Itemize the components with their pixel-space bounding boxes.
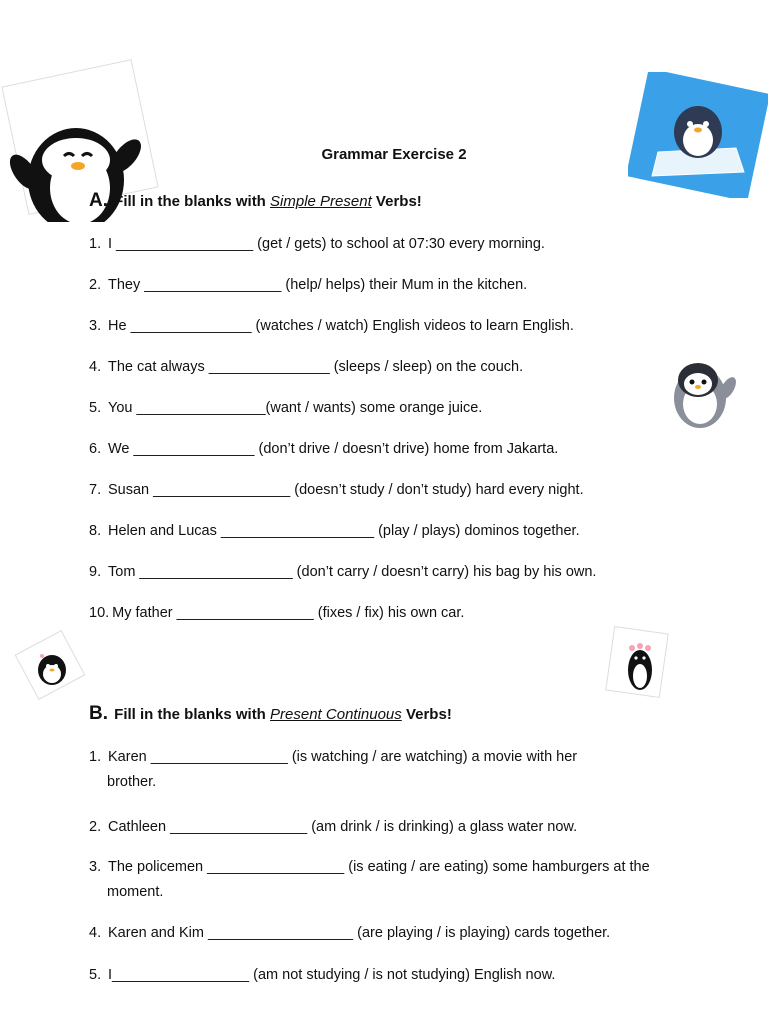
- item-number: 9.: [89, 564, 102, 580]
- item-text: Karen and Kim __________________ (are playing / is playing) cards together.: [108, 925, 611, 941]
- item-number: 8.: [89, 523, 102, 539]
- exercise-item: [89, 395, 729, 421]
- section-b-tense: Present Continuous: [270, 706, 402, 723]
- item-number: 1.: [89, 749, 102, 765]
- exercise-item: [89, 744, 729, 795]
- item-text: I _________________ (get / gets) to school at 07:30 every morning.: [108, 236, 545, 252]
- item-number: 3.: [89, 859, 102, 875]
- section-b-heading: [89, 703, 452, 725]
- exercise-item: [89, 920, 729, 946]
- item-number: 6.: [89, 441, 102, 457]
- item-number: 10.: [89, 605, 110, 621]
- exercise-item: [89, 600, 729, 626]
- penguin-with-flowers-sticker: [604, 624, 670, 700]
- item-text: Karen _________________ (is watching / are watching) a movie with her: [108, 749, 578, 765]
- item-text: Tom ___________________ (don’t carry / doesn’t carry) his bag by his own.: [108, 564, 597, 580]
- section-b-suffix: Verbs!: [405, 706, 452, 723]
- item-text: We _______________ (don’t drive / doesn’t drive) home from Jakarta.: [108, 441, 559, 457]
- item-number: 5.: [89, 967, 102, 983]
- item-text-continued: brother.: [107, 774, 157, 790]
- exercise-item: [89, 518, 729, 544]
- item-text: I_________________ (am not studying / is not studying) English now.: [108, 967, 556, 983]
- small-penguin-sticker: [12, 628, 88, 702]
- item-text: The policemen _________________ (is eating / are eating) some hamburgers at the: [108, 859, 650, 875]
- item-number: 5.: [89, 400, 102, 416]
- section-a-heading: [89, 190, 422, 212]
- section-a-suffix: Verbs!: [375, 193, 422, 210]
- section-a-tense: Simple Present: [270, 193, 372, 210]
- item-number: 3.: [89, 318, 102, 334]
- item-text: You ________________(want / wants) some orange juice.: [108, 400, 483, 416]
- item-text: Susan _________________ (doesn’t study / don’t study) hard every night.: [108, 482, 584, 498]
- title-text: Grammar Exercise 2: [321, 146, 467, 163]
- exercise-item: [89, 559, 729, 585]
- item-number: 1.: [89, 236, 102, 252]
- item-number: 4.: [89, 359, 102, 375]
- item-text: My father _________________ (fixes / fix) his own car.: [112, 605, 465, 621]
- item-number: 7.: [89, 482, 102, 498]
- exercise-item: [89, 231, 729, 257]
- item-text: Cathleen _________________ (am drink / is drinking) a glass water now.: [108, 819, 578, 835]
- exercise-item: [89, 354, 729, 380]
- exercise-item: [89, 272, 729, 298]
- exercise-item: [89, 854, 729, 905]
- exercise-item: [89, 313, 729, 339]
- item-number: 2.: [89, 277, 102, 293]
- item-number: 2.: [89, 819, 102, 835]
- section-a-instruction: Fill in the blanks with: [114, 193, 266, 210]
- item-text: The cat always _______________ (sleeps / sleep) on the couch.: [108, 359, 524, 375]
- worksheet-title: [0, 146, 768, 163]
- exercise-item: [89, 962, 729, 988]
- section-b-letter: B.: [89, 703, 108, 724]
- exercise-item: [89, 814, 729, 840]
- section-a-letter: A.: [89, 190, 108, 211]
- item-text: He _______________ (watches / watch) English videos to learn English.: [108, 318, 574, 334]
- item-text: Helen and Lucas ___________________ (play / plays) dominos together.: [108, 523, 580, 539]
- exercise-item: [89, 436, 729, 462]
- item-text-continued: moment.: [107, 884, 164, 900]
- item-number: 4.: [89, 925, 102, 941]
- item-text: They _________________ (help/ helps) their Mum in the kitchen.: [108, 277, 528, 293]
- penguin-on-ice-sticker: [628, 72, 768, 198]
- exercise-item: [89, 477, 729, 503]
- section-b-instruction: Fill in the blanks with: [114, 706, 266, 723]
